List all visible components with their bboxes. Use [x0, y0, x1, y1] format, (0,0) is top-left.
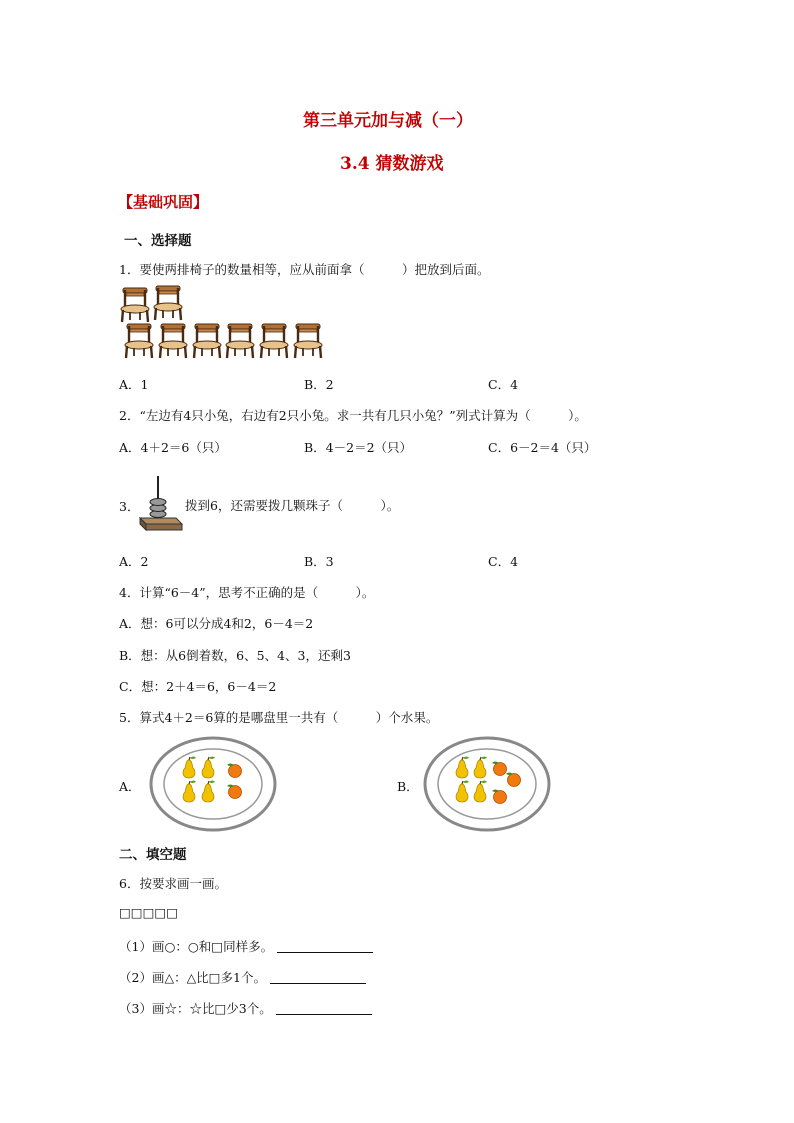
q6-item-2-answer-line[interactable]: [270, 969, 366, 984]
q6-item-3: [119, 999, 372, 1017]
q5-option-a[interactable]: A．: [119, 779, 141, 794]
q5-option-b[interactable]: B．: [397, 779, 419, 794]
chair-icon: [260, 324, 288, 358]
section-basic-label: 【基础巩固】: [118, 193, 209, 211]
q6-item-3-label: （3）画☆：☆比□少3个。: [119, 1001, 272, 1016]
part2-heading: 二、填空题: [119, 847, 187, 863]
chair-icon: [125, 324, 153, 358]
q6-text: 6．按要求画一画。: [119, 876, 227, 891]
chair-icon: [226, 324, 254, 358]
q2-option-b[interactable]: B．4－2＝2（只）: [304, 440, 413, 455]
q4-option-b[interactable]: B．想：从6倒着数，6、5、4、3，还剩3: [119, 648, 351, 663]
q4-option-c[interactable]: C．想：2＋4＝6，6－4＝2: [119, 679, 277, 694]
q3-option-a[interactable]: A．2: [119, 554, 149, 569]
chairs-figure: [118, 284, 348, 364]
q2-option-c[interactable]: C．6－2＝4（只）: [488, 440, 597, 455]
q4-option-a[interactable]: A．想：6可以分成4和2，6－4＝2: [119, 616, 314, 631]
q3-text: 拨到6，还需要拨几颗珠子（ ）。: [185, 498, 400, 513]
q3-number: 3．: [119, 499, 140, 514]
q1-option-b[interactable]: B．2: [304, 377, 334, 392]
q6-item-1: [119, 937, 373, 955]
chair-icon: [121, 288, 149, 322]
q6-item-3-answer-line[interactable]: [276, 1000, 372, 1015]
chair-icon: [294, 324, 322, 358]
q6-item-1-label: （1）画○：○和□同样多。: [119, 939, 274, 954]
q1-option-a[interactable]: A．1: [119, 377, 149, 392]
q4-text: 4．计算“6－4”，思考不正确的是（ ）。: [119, 585, 375, 600]
q6-item-2: [119, 968, 366, 986]
q3-option-c[interactable]: C．4: [488, 554, 519, 569]
q6-squares: □□□□□: [119, 905, 179, 920]
chair-icon: [154, 286, 182, 320]
q5-text: 5．算式4＋2＝6算的是哪盘里一共有（ ）个水果。: [119, 710, 439, 725]
q1-text: 1．要使两排椅子的数量相等，应从前面拿（ ）把放到后面。: [119, 262, 490, 277]
page-title: 第三单元加与减（一）: [303, 111, 473, 131]
chair-icon: [159, 324, 187, 358]
plate-b-figure: [424, 736, 554, 832]
q2-option-a[interactable]: A．4＋2＝6（只）: [119, 440, 227, 455]
page-subtitle: 3.4 猜数游戏: [340, 154, 444, 174]
q2-text: 2．“左边有4只小兔，右边有2只小兔。求一共有几只小兔？”列式计算为（ ）。: [119, 408, 587, 423]
q6-item-1-answer-line[interactable]: [277, 938, 373, 953]
q6-item-2-label: （2）画△：△比□多1个。: [119, 970, 266, 985]
abacus-figure: [136, 474, 186, 534]
q1-option-c[interactable]: C．4: [488, 377, 519, 392]
part1-heading: 一、选择题: [124, 233, 192, 249]
plate-a-figure: [150, 736, 280, 832]
q3-option-b[interactable]: B．3: [304, 554, 334, 569]
chair-icon: [193, 324, 221, 358]
